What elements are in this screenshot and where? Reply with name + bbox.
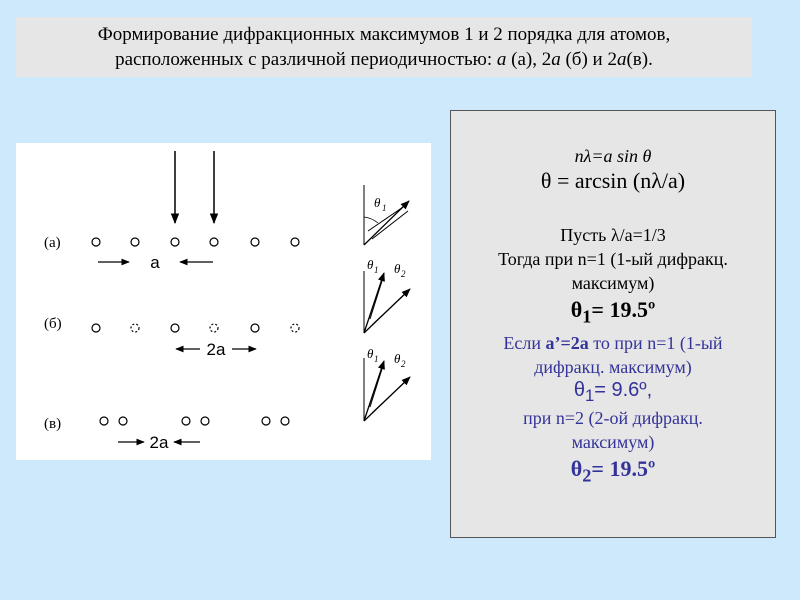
theta1-subscript: 1	[374, 265, 379, 275]
if-line-1	[451, 331, 775, 355]
result-theta-symbol: θ	[570, 456, 583, 482]
title-a-2: a	[551, 49, 561, 70]
row-label-a: (а)	[44, 235, 61, 251]
if-rest: то при n=1 (1-ый	[588, 333, 723, 354]
title-a-1: a	[496, 49, 507, 70]
spacing-label-a: a	[150, 253, 160, 272]
result-value: = 9.6º,	[594, 379, 653, 402]
title-part-2: (б) и 2	[560, 49, 617, 70]
theta2-label: θ	[394, 351, 401, 366]
angle-diagram-c	[364, 346, 410, 421]
atom	[262, 417, 270, 425]
theta1-label: θ	[367, 257, 374, 272]
atom	[131, 238, 139, 246]
theta1-subscript: 1	[374, 354, 379, 364]
spacing-2a-c	[118, 433, 200, 452]
result-theta-subscript: 1	[584, 386, 595, 406]
theta-label: θ	[374, 195, 381, 210]
theta1-label: θ	[367, 346, 374, 361]
if-line-2: дифракц. максимум)	[534, 357, 692, 378]
result-theta1-a	[451, 295, 775, 331]
theta2-subscript: 2	[401, 269, 406, 279]
atom-missing	[210, 324, 218, 332]
title-line-2	[16, 47, 752, 72]
diffraction-diagram	[16, 143, 431, 460]
atom	[210, 238, 218, 246]
result-theta-symbol: θ	[570, 297, 583, 322]
title-part-3: (в).	[626, 49, 653, 70]
atom	[100, 417, 108, 425]
spacing-label-2a-b: 2a	[206, 340, 226, 359]
diffraction-diagram-svg	[16, 143, 431, 460]
title-line-2-prefix: расположенных с различной периодичностью:	[115, 49, 497, 70]
theta-subscript: 1	[382, 203, 387, 213]
theta2-subscript: 2	[401, 359, 406, 369]
theta-equation: θ = arcsin (nλ/a)	[540, 168, 686, 193]
let-ratio: Пусть λ/a=1/3	[560, 225, 666, 245]
then-line-1: Тогда при n=1 (1-ый дифракц.	[498, 249, 728, 269]
row-label-b: (б)	[44, 316, 62, 332]
formula-panel	[450, 110, 776, 538]
atom	[92, 238, 100, 246]
result-theta-symbol: θ	[573, 379, 585, 402]
spacer	[451, 195, 775, 223]
atom-row-c	[100, 417, 289, 425]
atom-row-b	[92, 324, 299, 332]
atom	[182, 417, 190, 425]
atom	[201, 417, 209, 425]
slide-title	[16, 17, 752, 77]
spacing-label-2a-c: 2a	[149, 433, 169, 452]
title-line-1: Формирование дифракционных максимумов 1 и 2 порядка для атомов,	[97, 24, 671, 45]
result-theta2-2a	[451, 454, 775, 490]
atom	[281, 417, 289, 425]
bragg-equation: nλ=a sin θ	[574, 146, 652, 166]
atom	[171, 324, 179, 332]
result-theta-subscript: 1	[582, 306, 592, 327]
angle-arc	[364, 217, 378, 223]
atom-missing	[131, 324, 139, 332]
atom	[251, 324, 259, 332]
diffracted-ray-1b	[370, 369, 382, 407]
result-theta1-2a	[451, 379, 775, 406]
spacing-2a-b	[176, 340, 256, 359]
spacing-a	[98, 253, 213, 272]
atom	[251, 238, 259, 246]
atom-missing	[291, 324, 299, 332]
atom	[291, 238, 299, 246]
row-label-c: (в)	[44, 416, 62, 432]
theta2-label: θ	[394, 261, 401, 276]
atom	[119, 417, 127, 425]
n2-line-1: при n=2 (2-ой дифракц.	[523, 408, 703, 429]
then-line-2: максимум)	[571, 273, 655, 293]
title-a-3: a	[616, 49, 627, 70]
angle-diagram-b	[364, 257, 410, 333]
atom	[171, 238, 179, 246]
title-part-1: (а), 2	[506, 49, 552, 70]
n2-line-2: максимум)	[571, 432, 655, 453]
if-prefix: Если	[503, 333, 546, 354]
result-value: = 19.5º	[591, 456, 656, 482]
atom-row-a	[92, 238, 299, 246]
atom	[92, 324, 100, 332]
diffracted-ray-1b	[370, 281, 382, 319]
angle-diagram-a	[364, 185, 409, 245]
result-value: = 19.5º	[591, 297, 656, 322]
if-a-prime: a’=2a	[545, 333, 589, 354]
result-theta-subscript: 2	[582, 465, 592, 486]
